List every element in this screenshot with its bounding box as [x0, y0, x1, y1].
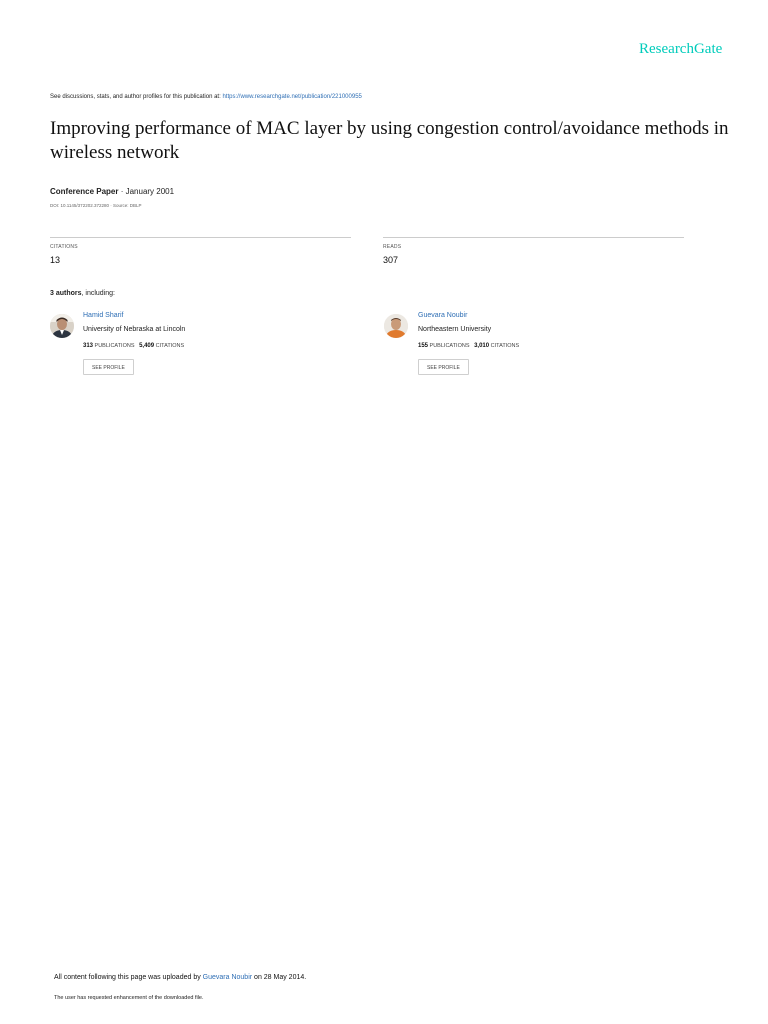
- citations-value: 13: [50, 255, 61, 265]
- citations-label: CITATIONS: [50, 244, 78, 250]
- authors-suffix: , including:: [81, 290, 115, 297]
- author-name-guevara-noubir[interactable]: Guevara Noubir: [418, 312, 468, 319]
- person-photo-icon: [50, 314, 74, 338]
- discussion-line: [50, 94, 362, 100]
- citations-label: CITATIONS: [490, 343, 520, 349]
- author-affiliation-guevara-noubir: Northeastern University: [418, 326, 492, 333]
- see-profile-button-guevara-noubir[interactable]: SEE PROFILE: [418, 359, 469, 375]
- reads-value: 307: [383, 255, 399, 265]
- author-stats-hamid-sharif: [83, 343, 184, 349]
- citations-count: 5,409: [139, 343, 155, 349]
- publication-date: January 2001: [125, 187, 175, 196]
- reads-label: READS: [383, 244, 402, 250]
- upload-suffix: on 28 May 2014.: [254, 974, 307, 981]
- publications-count: 313: [83, 343, 94, 349]
- authors-count: 3 authors: [50, 290, 82, 297]
- author-affiliation-hamid-sharif: University of Nebraska at Lincoln: [83, 326, 186, 333]
- publications-label: PUBLICATIONS: [94, 343, 135, 349]
- meta-separator: ·: [120, 187, 126, 196]
- author-avatar-hamid-sharif[interactable]: [50, 314, 74, 338]
- upload-notice: [54, 974, 306, 981]
- author-name-hamid-sharif[interactable]: Hamid Sharif: [83, 312, 124, 319]
- enhancement-note: The user has requested enhancement of the downloaded file.: [54, 995, 204, 1001]
- authors-heading: [50, 290, 115, 297]
- publications-label: PUBLICATIONS: [429, 343, 470, 349]
- reads-divider: [383, 237, 684, 238]
- researchgate-logo[interactable]: ResearchGate: [639, 41, 723, 57]
- citations-divider: [50, 237, 351, 238]
- uploader-link[interactable]: Guevara Noubir: [202, 974, 253, 981]
- publication-type: Conference Paper: [50, 187, 119, 196]
- upload-prefix: All content following this page was uploaded by: [54, 974, 201, 981]
- author-avatar-guevara-noubir[interactable]: [384, 314, 408, 338]
- citations-label: CITATIONS: [155, 343, 185, 349]
- publications-count: 155: [418, 343, 429, 349]
- author-stats-guevara-noubir: [418, 343, 519, 349]
- publication-title: Improving performance of MAC layer by using congestion control/avoidance methods in wireless network: [50, 118, 729, 163]
- see-profile-button-hamid-sharif[interactable]: SEE PROFILE: [83, 359, 134, 375]
- publication-meta: [50, 187, 174, 196]
- discussion-text: See discussions, stats, and author profiles for this publication at:: [50, 94, 221, 100]
- publication-url-link[interactable]: https://www.researchgate.net/publication/221000955: [222, 94, 362, 100]
- doi-line: DOI: 10.1145/372202.372280 · Source: DBLP: [50, 203, 142, 208]
- citations-count: 3,010: [474, 343, 490, 349]
- person-photo-icon: [384, 314, 408, 338]
